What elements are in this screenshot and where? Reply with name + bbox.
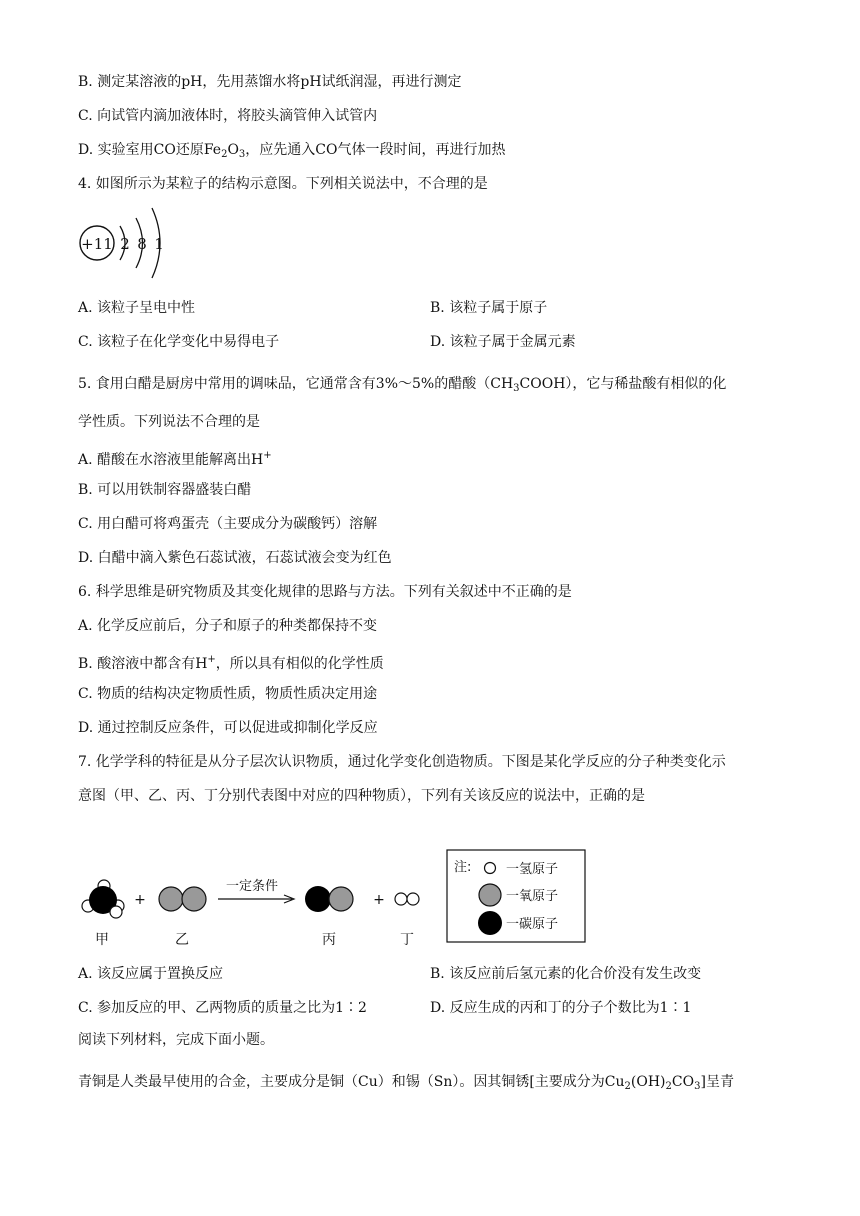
reaction-condition: 一定条件: [225, 879, 279, 894]
q7-stem: 7. 化学学科的特征是从分子层次认识物质，通过化学变化创造物质。下图是某化学反应的分子种类变化示: [78, 754, 726, 770]
q6-option-d: D. 通过控制反应条件，可以促进或抑制化学反应: [78, 720, 378, 736]
q5-stem-cont: 学性质。下列说法不合理的是: [78, 414, 260, 430]
q5-option-b: B. 可以用铁制容器盛装白醋: [78, 482, 252, 498]
q6-stem: 6. 科学思维是研究物质及其变化规律的思路与方法。下列有关叙述中不正确的是: [78, 584, 572, 600]
shell-electrons-2: 8: [137, 235, 147, 253]
q7-option-b: B. 该反应前后氢元素的化合价没有发生改变: [430, 966, 702, 982]
q7-option-c: C. 参加反应的甲、乙两物质的质量之比为1∶2: [78, 1000, 367, 1016]
q4-option-a: A. 该粒子呈电中性: [78, 300, 196, 316]
q3-option-d: D. 实验室用CO还原$Fe_2O_3$，应先通入CO气体一段时间，再进行加热: [78, 142, 506, 160]
q4-stem: 4. 如图所示为某粒子的结构示意图。下列相关说法中，不合理的是: [78, 176, 488, 192]
q6-option-b: B. 酸溶液中都含有H+，所以具有相似的化学性质: [78, 654, 384, 672]
legend-oxygen: 一氧原子: [506, 889, 559, 904]
legend-carbon: 一碳原子: [506, 917, 559, 932]
legend-hydrogen: 一氢原子: [506, 862, 559, 877]
q3-option-c: C. 向试管内滴加液体时，将胶头滴管伸入试管内: [78, 108, 378, 124]
molecule-ding: [395, 893, 419, 905]
q4-option-c: C. 该粒子在化学变化中易得电子: [78, 334, 280, 350]
q6-option-a: A. 化学反应前后，分子和原子的种类都保持不变: [78, 618, 378, 634]
atom-structure-diagram: [76, 204, 176, 284]
reading-instruction: 阅读下列材料，完成下面小题。: [78, 1032, 274, 1048]
molecule-jia: [82, 880, 124, 918]
shell-electrons-3: 1: [154, 235, 164, 253]
label-yi: 乙: [175, 932, 189, 948]
plus-sign-2: +: [373, 892, 385, 908]
q4-option-d: D. 该粒子属于金属元素: [430, 334, 576, 350]
q5-option-d: D. 白醋中滴入紫色石蕊试液，石蕊试液会变为红色: [78, 550, 392, 566]
nucleus-charge: +11: [81, 235, 113, 253]
legend-carbon-atom: [478, 911, 502, 935]
q5-stem: 5. 食用白醋是厨房中常用的调味品，它通常含有3%～5%的醋酸$(CH_3COOH)$，它与稀盐酸有相似的化: [78, 376, 727, 394]
reaction-diagram: [74, 846, 594, 948]
plus-sign-1: +: [134, 892, 146, 908]
label-jia: 甲: [95, 932, 109, 948]
label-bing: 丙: [322, 932, 336, 948]
legend-box: [447, 850, 585, 942]
legend-oxygen-atom: [479, 884, 501, 906]
q5-option-c: C. 用白醋可将鸡蛋壳（主要成分为碳酸钙）溶解: [78, 516, 378, 532]
legend-title: 注:: [454, 860, 472, 875]
q5-option-a: A. 醋酸在水溶液里能解离出H+: [78, 450, 272, 468]
q3-option-b: B. 测定某溶液的pH，先用蒸馏水将pH试纸润湿，再进行测定: [78, 74, 462, 90]
q7-stem-cont: 意图（甲、乙、丙、丁分别代表图中对应的四种物质），下列有关该反应的说法中，正确的是: [78, 788, 645, 804]
molecule-bing: [305, 886, 353, 912]
q6-option-c: C. 物质的结构决定物质性质，物质性质决定用途: [78, 686, 378, 702]
q7-option-d: D. 反应生成的丙和丁的分子个数比为1∶1: [430, 1000, 692, 1016]
bronze-passage: 青铜是人类最早使用的合金，主要成分是铜（Cu）和锡（Sn）。因其铜锈[主要成分为$Cu_2(OH)_2CO_3$]呈青: [78, 1074, 734, 1092]
q4-option-b: B. 该粒子属于原子: [430, 300, 548, 316]
label-ding: 丁: [400, 932, 414, 948]
molecule-yi: [159, 887, 206, 911]
legend-hydrogen-atom: [485, 863, 496, 874]
q7-option-a: A. 该反应属于置换反应: [78, 966, 224, 982]
shell-electrons-1: 2: [120, 235, 130, 253]
